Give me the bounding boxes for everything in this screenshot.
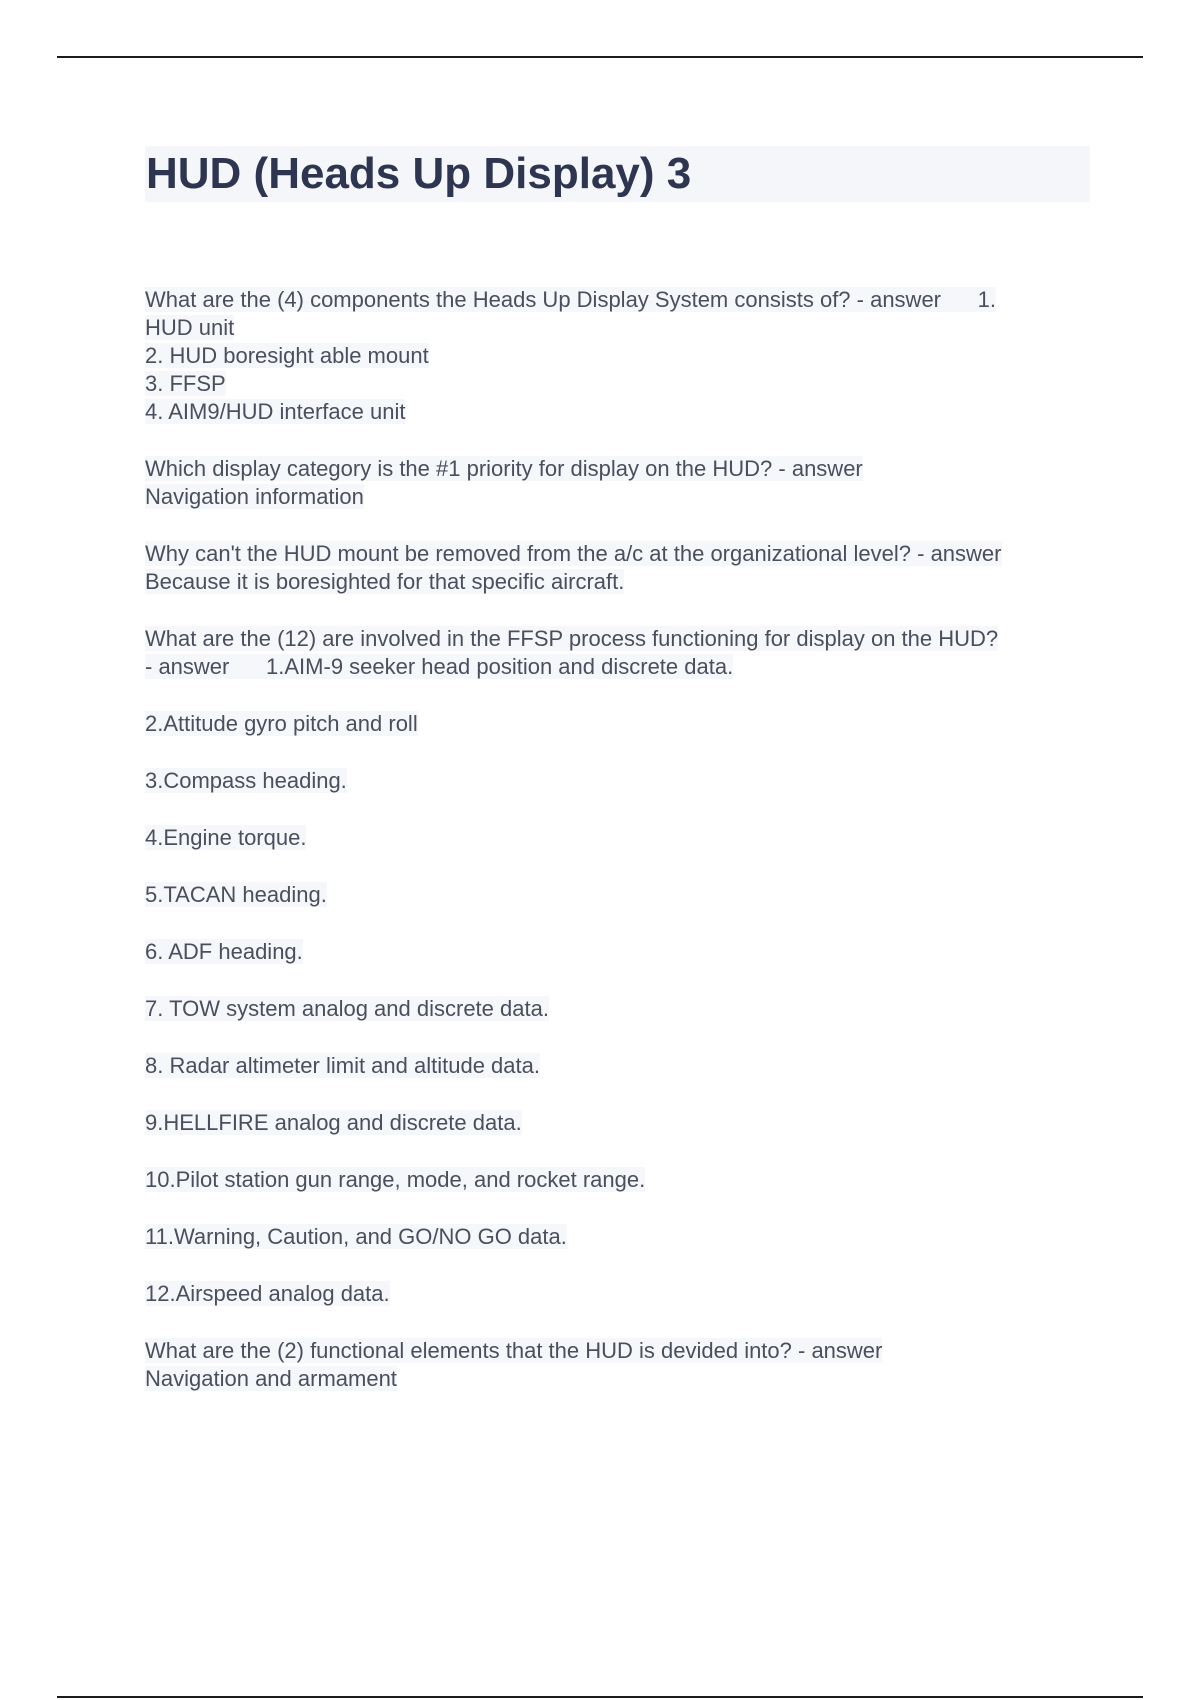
text-line-content: HUD unit [145,315,235,340]
qa-list [145,286,1090,1393]
text-line-content: Why can't the HUD mount be removed from the a/c at the organizational level? - answer [145,541,1002,566]
paragraph-gap [145,1137,1090,1166]
text-line [145,1280,1090,1308]
text-line [145,767,1090,795]
text-line-content: 10.Pilot station gun range, mode, and rocket range. [145,1167,646,1192]
paragraph-gap [145,681,1090,710]
text-line-content: 12.Airspeed analog data. [145,1281,390,1306]
text-line [145,625,1090,653]
paragraph-gap [145,1251,1090,1280]
text-line-content: 9.HELLFIRE analog and discrete data. [145,1110,522,1135]
text-line [145,824,1090,852]
text-line-content: 3.Compass heading. [145,768,347,793]
text-line [145,881,1090,909]
text-line [145,1166,1090,1194]
text-line [145,286,1090,314]
top-rule [57,56,1143,58]
text-line [145,314,1090,342]
text-line [145,653,1090,681]
text-line [145,540,1090,568]
text-line-content: 6. ADF heading. [145,939,303,964]
text-line [145,568,1090,596]
text-line [145,938,1090,966]
text-line-content: 2. HUD boresight able mount [145,343,429,368]
paragraph-gap [145,1308,1090,1337]
text-line [145,1223,1090,1251]
text-line [145,995,1090,1023]
document-body [145,146,1090,1393]
paragraph-gap [145,852,1090,881]
text-line-content: What are the (2) functional elements that the HUD is devided into? - answer [145,1338,883,1363]
document-title: HUD (Heads Up Display) 3 [145,146,1090,202]
text-line [145,1109,1090,1137]
text-line [145,710,1090,738]
paragraph-gap [145,966,1090,995]
text-line-content: 3. FFSP [145,371,226,396]
text-line-content: Which display category is the #1 priority for display on the HUD? - answer [145,456,863,481]
text-line-content: Navigation and armament [145,1366,397,1391]
text-line-content: 2.Attitude gyro pitch and roll [145,711,418,736]
text-line-content: 5.TACAN heading. [145,882,327,907]
text-line-content: What are the (12) are involved in the FFSP process functioning for display on the HUD? [145,626,999,651]
text-line [145,455,1090,483]
text-line-content: Because it is boresighted for that specific aircraft. [145,569,625,594]
paragraph-gap [145,1194,1090,1223]
text-line [145,370,1090,398]
text-line-content: 4. AIM9/HUD interface unit [145,399,406,424]
text-line [145,483,1090,511]
text-line [145,398,1090,426]
text-line [145,1337,1090,1365]
bottom-rule [57,1696,1143,1698]
paragraph-gap [145,795,1090,824]
text-line [145,1365,1090,1393]
text-line-content: What are the (4) components the Heads Up Display System consists of? - answer 1. [145,287,997,312]
paragraph-gap [145,909,1090,938]
text-line-content: 11.Warning, Caution, and GO/NO GO data. [145,1224,567,1249]
text-line-content: Navigation information [145,484,364,509]
paragraph-gap [145,426,1090,455]
text-line-content: 7. TOW system analog and discrete data. [145,996,549,1021]
paragraph-gap [145,1080,1090,1109]
paragraph-gap [145,738,1090,767]
paragraph-gap [145,1023,1090,1052]
text-line [145,1052,1090,1080]
paragraph-gap [145,511,1090,540]
text-line [145,342,1090,370]
text-line-content: 8. Radar altimeter limit and altitude data. [145,1053,540,1078]
text-line-content: 4.Engine torque. [145,825,307,850]
text-line-content: - answer 1.AIM-9 seeker head position and discrete data. [145,654,734,679]
paragraph-gap [145,596,1090,625]
